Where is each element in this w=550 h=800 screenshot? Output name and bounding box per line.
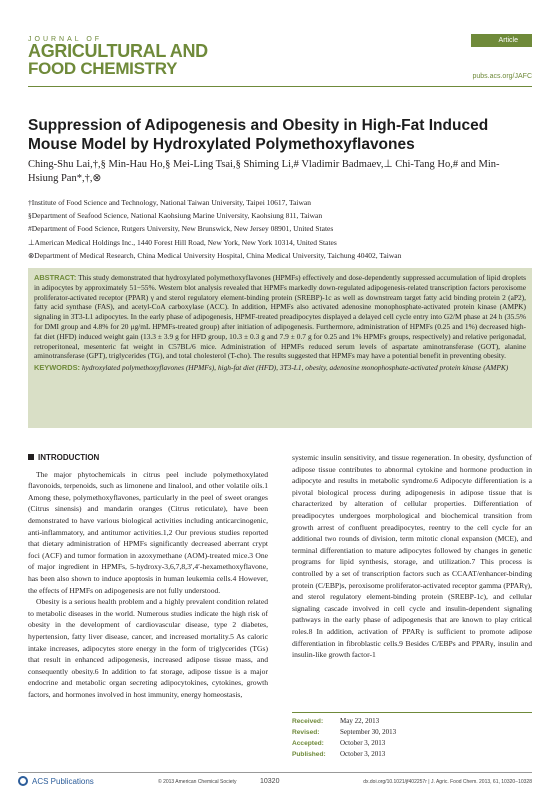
affiliation-list — [28, 196, 528, 262]
history-row — [292, 727, 396, 738]
history-label: Accepted: — [292, 740, 324, 747]
article-title: Suppression of Adipogenesis and Obesity in High-Fat Induced Mouse Model by Hydroxylated Polymethoxyflavones — [28, 117, 489, 153]
masthead-journal-of: JOURNAL OF — [28, 36, 103, 43]
left-column — [28, 452, 268, 700]
acs-publications-logo[interactable] — [18, 776, 94, 786]
section-heading — [28, 452, 268, 464]
footer-divider — [18, 772, 532, 773]
keywords-paragraph — [34, 363, 526, 373]
history-date: May 22, 2013 — [340, 717, 380, 725]
history-date: October 3, 2013 — [340, 750, 386, 758]
history-date: September 30, 2013 — [340, 728, 397, 736]
copyright-text: © 2013 American Chemical Society — [158, 779, 237, 785]
keywords-heading: KEYWORDS: — [34, 363, 80, 373]
affiliation-item: §Department of Seafood Science, National Kaohsiung Marine University, Kaohsiung 811, Taiwan — [28, 211, 323, 221]
history-label: Received: — [292, 718, 324, 725]
doi-citation[interactable]: dx.doi.org/10.1021/jf402257r | J. Agric. Food Chem. 2013, 61, 10320−10328 — [363, 779, 532, 785]
history-row — [292, 738, 396, 749]
affiliation-item: ⊥American Medical Holdings Inc., 1440 Forest Hill Road, New York, New York 10314, United States — [28, 237, 337, 247]
history-row — [292, 749, 396, 760]
right-column — [292, 452, 532, 661]
intro-paragraph-1: The major phytochemicals in citrus peel include polymethoxylated flavonoids, terpenoids, such as limonene and linalool, and other volatile oils.1 Among these, polymethoxyflavones, particularly in the peel of sweet oranges (Citrus sinensis) and mandarin oranges (Citrus reticulate), have been demonstrated to have various biological activities including anticarcinogenic, anti-inflammatory, and antitumor activities.1,2 Our previous studies reported that dietary administration of HPMFs significantly decreased aberrant crypt foci (ACF) and tumor formation in azoxymethane (AOM)-treated mice.3 One of major ingredient in HPMFs, 5-hydroxy-3,6,7,8,3′,4′-hexamethoxyflavone, has been also shown to induce apoptosis in human leukemia cells.4 However, the effects of HPMFs on adipogenesis are not fully understood. — [28, 469, 268, 595]
journal-masthead — [28, 36, 208, 77]
intro-paragraph-continued: systemic insulin sensitivity, and tissue regeneration. In obesity, dysfunction of adipose tissue contributes to abnormal cytokine and hormone production in adipocyte and results in metabolic syndrome.6 Adipocyte differentiation is a pivotal biological process during adipogenesis in adipose tissue that is characterized by alteration of cellular properties. Differentiation of preadipocytes undergoes morphological and biochemical transition from growth arrest of confluent preadipocytes, reentry to the cell cycle for an additional two rounds of division, term mitotic clonal expansion (MCE), and terminal differentiation to mature adipocytes followed by changes in genetic programs for lipid synthesis, storage, and utilization.7 This process is controlled by a set of transcription factors such as CCAAT/enhancer-binding protein (C/EBP)s, peroxisome proliferator-activated receptor gamma (PPARγ), and sterol regulatory element-binding protein (SREBP-1c), and cellular signaling cascade involved in cell cycle and insulin-dependent signaling pathways in the early phase of adipogenesis that are known to play critical roles.8 In addition, activation of PPARγ is sufficient to promote adipose differentiation in fibroblastic cells.9 Besides C/EBPs and PPARγ, insulin and insulin-like growth factor-1 — [292, 453, 532, 660]
affiliation-item: #Department of Food Science, Rutgers University, New Brunswick, New Jersey 08901, United States — [28, 224, 334, 234]
page-footer — [18, 776, 532, 790]
masthead-line-1: AGRICULTURAL AND — [28, 41, 208, 61]
header-divider — [28, 86, 532, 87]
page-number: 10320 — [260, 778, 280, 785]
acs-logo-text: ACS Publications — [32, 776, 94, 786]
abstract-heading: ABSTRACT: — [34, 273, 77, 282]
intro-paragraph-2: Obesity is a serious health problem and a highly prevalent condition related to metabolic diseases in the world. Numerous studies indicate the high risk of obesity in the development of cardiovascular disease, type 2 diabetes, hypertension, fatty liver disease, cancer, and increased mortality.5 As caloric intake increases, adipocytes store energy in the form of triglycerides (TGs) that result in enhanced adipogenesis, increased adipose tissue mass, and consequently obesity.6 In addition to fat storage, adipose tissue is a major endocrine and metabolic organ secreting adipocytokines, cytokines, growth factors, and hormones involved in host immunity, energy homeostasis, — [28, 597, 268, 699]
acs-logo-icon — [18, 776, 28, 786]
history-date: October 3, 2013 — [340, 739, 386, 747]
article-type-badge: Article — [471, 34, 532, 47]
journal-url-link[interactable]: pubs.acs.org/JAFC — [472, 73, 532, 80]
history-label: Revised: — [292, 729, 320, 736]
abstract-box — [28, 268, 532, 428]
history-label: Published: — [292, 751, 326, 758]
keywords-text: hydroxylated polymethoxyflavones (HPMFs), high-fat diet (HFD), 3T3-L1, obesity, adenosine monophosphate-activated protein kinase (AMPK) — [81, 363, 509, 373]
section-square-icon — [28, 454, 34, 460]
history-row — [292, 716, 396, 727]
affiliation-item: ⊗Department of Medical Research, China Medical University Hospital, China Medical University, Taichung 40402, Taiwan — [28, 250, 402, 260]
masthead-line-2: FOOD CHEMISTRY — [28, 59, 178, 78]
publication-history — [292, 716, 396, 760]
abstract-paragraph — [34, 273, 526, 361]
abstract-text: This study demonstrated that hydroxylated polymethoxyflavones (HPMFs) effectively and dose-dependently suppressed accumulation of lipid droplets in adipocytes by approximately 51−55%. Western blot analysis revealed that HPMFs markedly down-regulated adipogenesis-related transcription factors peroxisome proliferator-activated receptor (PPAR) γ and sterol regulatory element-binding protein (SREBP)-1c as well as downstream target fatty acid binding protein 2 (aP2), fatty acid synthase (FAS), and acetyl-CoA carboxylase (ACC). In addition, HPMFs also activated adenosine monophosphate-activated protein kinase (AMPK) signaling in 3T3-L1 adipocytes. In the early phase of adipogenesis, HPMF-treated preadipocytes displayed a delayed cell cycle entry into G2/M phase at 24 h (35.5% for DMI group and 4.8% for 20 μg/mL HPMFs-treated group) after initiation of adipogenesis. Furthermore, administration of HPMFs (0.25 and 1%) decreased high-fat diet (HFD) induced weight gain (13.3 ± 3.9 g for HFD group, 10.3 ± 0.3 g and 7.9 ± 0.7 g for 0.25 and 1% HPMFs groups, respectively) and relative perigonadal, retroperitoneal, mesenteric fat weight in C57BL/6 mice. Administration of HPMFs reduced serum levels of aspartate aminotransferase (GOT), alanine aminotransferase (GPT), triglycerides (TG), and total cholesterol (T-cho). The results suggested that HPMFs may have a potential benefit in preventing obesity. — [34, 273, 527, 361]
author-list: Ching-Shu Lai,†,§ Min-Hau Ho,§ Mei-Ling Tsai,§ Shiming Li,# Vladimir Badmaev,⊥ Chi-Tang Ho,# and Min-Hsiung Pan*,†,⊗ — [28, 159, 500, 184]
history-divider — [292, 712, 532, 713]
affiliation-item: †Institute of Food Science and Technology, National Taiwan University, Taipei 10617, Taiwan — [28, 198, 311, 207]
section-heading-text: INTRODUCTION — [38, 453, 100, 462]
